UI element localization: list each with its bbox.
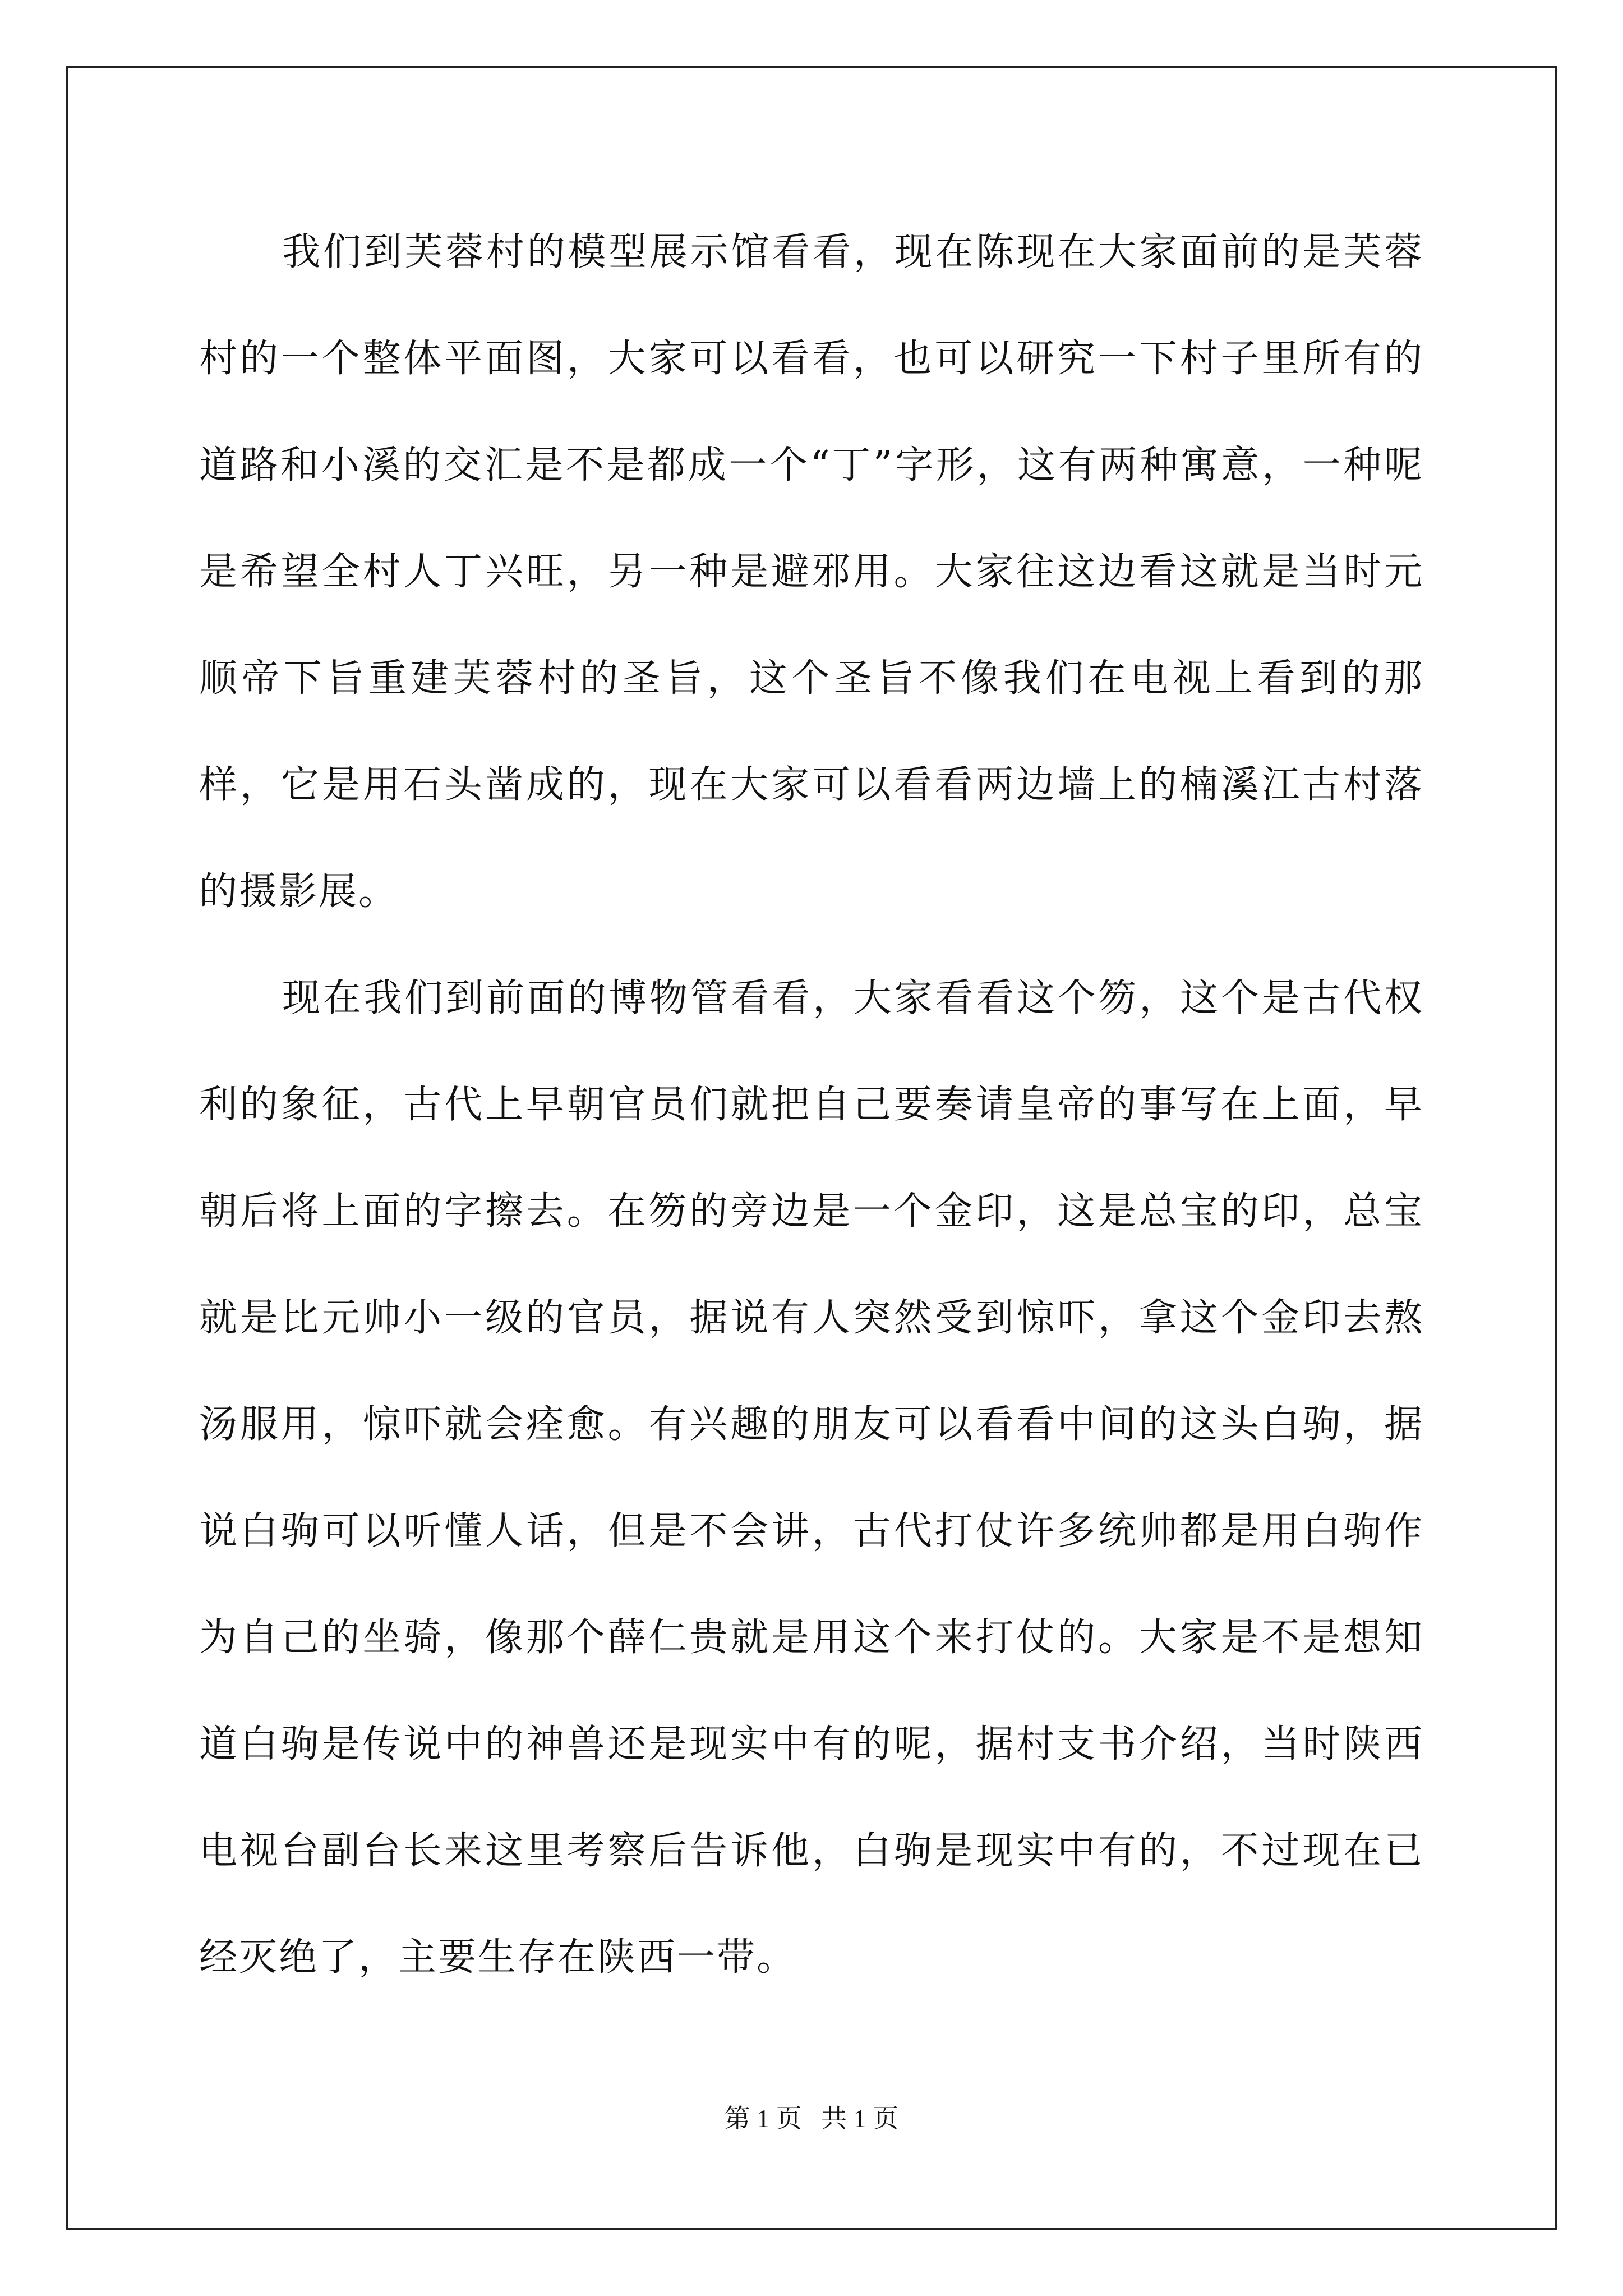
page-number-footer: 第 1 页 共 1 页	[724, 2104, 899, 2133]
paragraph-museum-model-hall: 我们到芙蓉村的模型展示馆看看，现在陈现在大家面前的是芙蓉村的一个整体平面图，大家可以看看，也可以研究一下村子里所有的道路和小溪的交汇是不是都成一个“丁”字形，这有两种寓意，一种呢是希望全村人丁兴旺，另一种是避邪用。大家往这边看这就是当时元顺帝下旨重建芙蓉村的圣旨，这个圣旨不像我们在电视上看到的那样，它是用石头凿成的，现在大家可以看看两边墙上的楠溪江古村落的摄影展。	[199, 230, 1424, 914]
paragraph-museum-artifacts: 现在我们到前面的博物管看看，大家看看这个笏，这个是古代权利的象征，古代上早朝官员们就把自己要奏请皇帝的事写在上面，早朝后将上面的字擦去。在笏的旁边是一个金印，这是总宝的印，总宝就是比元帅小一级的官员，据说有人突然受到惊吓，拿这个金印去熬汤服用，惊吓就会痊愈。有兴趣的朋友可以看看中间的这头白驹，据说白驹可以听懂人话，但是不会讲，古代打仗许多统帅都是用白驹作为自己的坐骑，像那个薛仁贵就是用这个来打仗的。大家是不是想知道白驹是传说中的神兽还是现实中有的呢，据村支书介绍，当时陕西电视台副台长来这里考察后告诉他，白驹是现实中有的，不过现在已经灭绝了，主要生存在陕西一带。	[199, 976, 1424, 1980]
document-body	[199, 199, 1424, 2011]
